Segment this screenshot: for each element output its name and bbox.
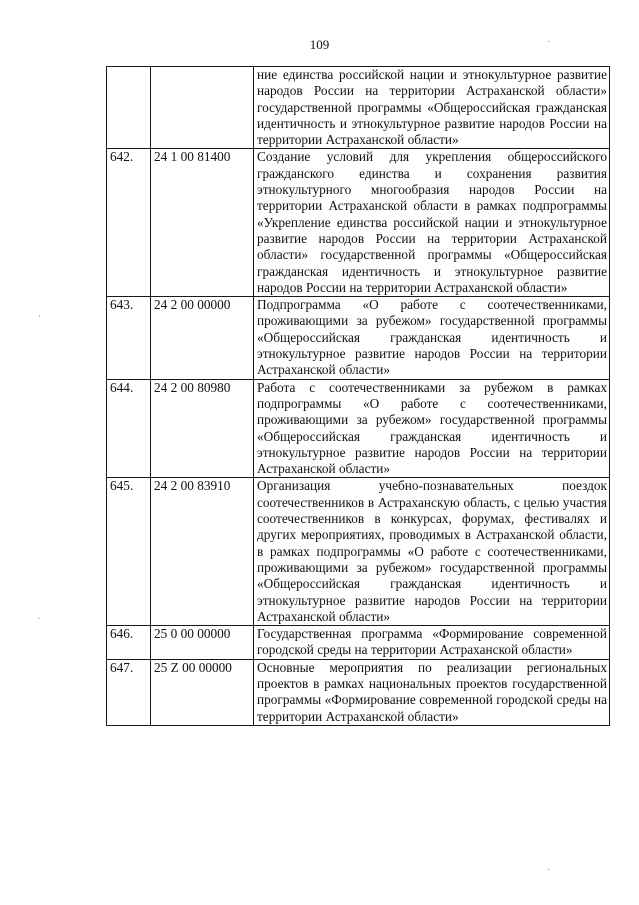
row-code	[151, 67, 254, 149]
scan-speck: ․	[37, 611, 41, 622]
row-description: Организация учебно-познавательных поездок соотечественников в Астраханскую область, с целью участия соотечественников в конкурсах, форумах, фестивалях и других мероприятиях, проводимых в Астраханской области, в рамках подпрограммы «О работе с соотечественниками, проживающими за рубежом» государственной программы «Общероссийская гражданская идентичность и этнокультурное развитие народов России на территории Астраханской области»	[254, 478, 610, 626]
scan-speck: ·	[547, 37, 551, 48]
table-row	[107, 379, 610, 478]
row-code: 24 2 00 83910	[151, 478, 254, 626]
row-description: Подпрограмма «О работе с соотечественниками, проживающими за рубежом» государственной программы «Общероссийская гражданская идентичность и этнокультурное развитие народов России на территории Астраханской области»	[254, 297, 610, 379]
row-number: 646.	[107, 626, 151, 660]
table-row	[107, 149, 610, 297]
row-number: 642.	[107, 149, 151, 297]
row-code: 24 1 00 81400	[151, 149, 254, 297]
row-code: 24 2 00 80980	[151, 379, 254, 478]
budget-classification-table	[106, 66, 610, 726]
row-description: Основные мероприятия по реализации региональных проектов в рамках национальных проектов государственной программы «Формирование современной городской среды на территории Астраханской области»	[254, 659, 610, 725]
row-code: 25 Z 00 00000	[151, 659, 254, 725]
row-number: 643.	[107, 297, 151, 379]
row-code: 25 0 00 00000	[151, 626, 254, 660]
page-number: 109	[309, 37, 330, 52]
row-number: 647.	[107, 659, 151, 725]
row-number: 645.	[107, 478, 151, 626]
row-description: Работа с соотечественниками за рубежом в рамках подпрограммы «О работе с соотечественниками, проживающими за рубежом» государственной программы «Общероссийская гражданская идентичность и этнокультурное развитие народов России на территории Астраханской области»	[254, 379, 610, 478]
table-row	[107, 67, 610, 149]
row-description: Создание условий для укрепления общероссийского гражданского единства и сохранения развития этнокультурного многообразия народов России на территории Астраханской области в рамках подпрограммы «Укрепление единства российской нации и этнокультурное развитие народов России на территории Астраханской области» государственной программы «Общероссийская гражданская идентичность и этнокультурное развитие народов России на территории Астраханской области»	[254, 149, 610, 297]
row-description: ние единства российской нации и этнокультурное развитие народов России на территории Астраханской области» государственной программы «Общероссийская гражданская идентичность и этнокультурное развитие народов России на территории Астраханской области»	[254, 67, 610, 149]
table-row	[107, 478, 610, 626]
table-row	[107, 297, 610, 379]
table-row	[107, 659, 610, 725]
scan-speck: ·	[547, 865, 551, 876]
row-number	[107, 67, 151, 149]
row-code: 24 2 00 00000	[151, 297, 254, 379]
row-number: 644.	[107, 379, 151, 478]
row-description: Государственная программа «Формирование современной городской среды на территории Астраханской области»	[254, 626, 610, 660]
scan-speck: ․	[38, 309, 42, 320]
table-row	[107, 626, 610, 660]
